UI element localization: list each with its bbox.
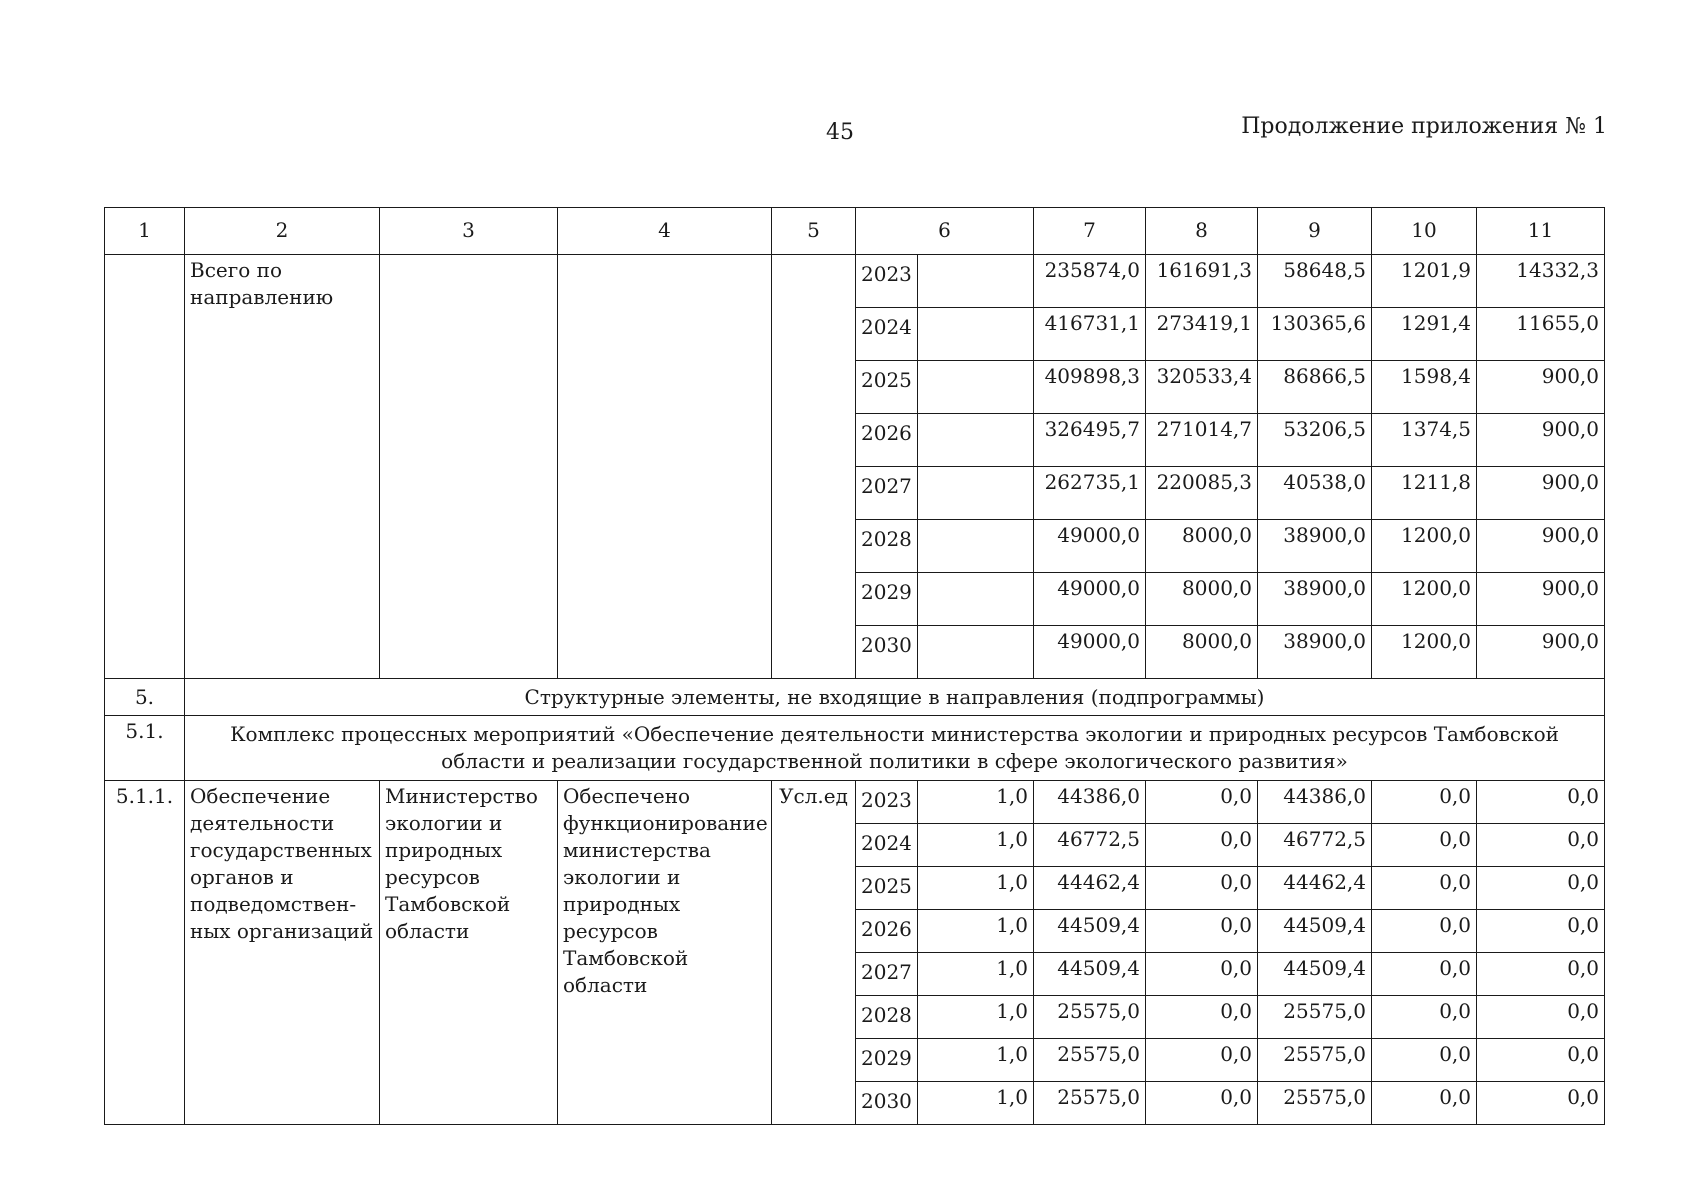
subsection-title: Комплекс процессных мероприятий «Обеспечение деятельности министерства экологии и природных ресурсов Тамбовской области и реализации государственной политики в сфере экологического развития» <box>185 716 1605 781</box>
regional-value: 25575,0 <box>1258 1082 1372 1125</box>
federal-value: 0,0 <box>1146 1082 1258 1125</box>
section-number: 5. <box>105 679 185 716</box>
subsection-row <box>105 716 1605 781</box>
section-row <box>105 679 1605 716</box>
total-value: 49000,0 <box>1034 520 1146 573</box>
federal-value: 8000,0 <box>1146 520 1258 573</box>
local-value: 1211,8 <box>1372 467 1477 520</box>
federal-value: 0,0 <box>1146 781 1258 824</box>
local-value: 0,0 <box>1372 1082 1477 1125</box>
local-value: 1200,0 <box>1372 573 1477 626</box>
block2-executor: Министерство экологии и природных ресурсов Тамбовской области <box>380 781 558 1125</box>
other-value: 0,0 <box>1477 910 1605 953</box>
total-value: 44509,4 <box>1034 910 1146 953</box>
header-row <box>105 208 1605 255</box>
regional-value: 44462,4 <box>1258 867 1372 910</box>
regional-value: 25575,0 <box>1258 996 1372 1039</box>
regional-value: 38900,0 <box>1258 573 1372 626</box>
federal-value: 0,0 <box>1146 867 1258 910</box>
header-col-1: 1 <box>105 208 185 255</box>
year-cell: 2024 <box>856 824 918 867</box>
federal-value: 320533,4 <box>1146 361 1258 414</box>
header-col-4: 4 <box>558 208 772 255</box>
total-value: 49000,0 <box>1034 573 1146 626</box>
indicator-value <box>918 467 1034 520</box>
local-value: 1374,5 <box>1372 414 1477 467</box>
regional-value: 38900,0 <box>1258 520 1372 573</box>
block1-executor-cell <box>380 255 558 679</box>
regional-value: 130365,6 <box>1258 308 1372 361</box>
year-cell: 2026 <box>856 910 918 953</box>
year-cell: 2030 <box>856 1082 918 1125</box>
regional-value: 86866,5 <box>1258 361 1372 414</box>
total-value: 25575,0 <box>1034 996 1146 1039</box>
year-cell: 2023 <box>856 255 918 308</box>
year-cell: 2026 <box>856 414 918 467</box>
header-col-2: 2 <box>185 208 380 255</box>
header-col-9: 9 <box>1258 208 1372 255</box>
year-cell: 2028 <box>856 996 918 1039</box>
program-table <box>104 207 1605 1125</box>
local-value: 1200,0 <box>1372 626 1477 679</box>
year-cell: 2024 <box>856 308 918 361</box>
year-cell: 2027 <box>856 467 918 520</box>
header-col-10: 10 <box>1372 208 1477 255</box>
regional-value: 25575,0 <box>1258 1039 1372 1082</box>
header-col-11: 11 <box>1477 208 1605 255</box>
regional-value: 44509,4 <box>1258 953 1372 996</box>
regional-value: 58648,5 <box>1258 255 1372 308</box>
federal-value: 273419,1 <box>1146 308 1258 361</box>
year-cell: 2023 <box>856 781 918 824</box>
indicator-value: 1,0 <box>918 1082 1034 1125</box>
local-value: 1201,9 <box>1372 255 1477 308</box>
total-value: 46772,5 <box>1034 824 1146 867</box>
indicator-value: 1,0 <box>918 953 1034 996</box>
indicator-value <box>918 626 1034 679</box>
year-cell: 2029 <box>856 573 918 626</box>
total-value: 262735,1 <box>1034 467 1146 520</box>
indicator-value <box>918 520 1034 573</box>
block2-unit: Усл.ед <box>772 781 856 1125</box>
header-col-8: 8 <box>1146 208 1258 255</box>
year-cell: 2030 <box>856 626 918 679</box>
total-value: 409898,3 <box>1034 361 1146 414</box>
total-value: 49000,0 <box>1034 626 1146 679</box>
section-title: Структурные элементы, не входящие в направления (подпрограммы) <box>185 679 1605 716</box>
local-value: 0,0 <box>1372 953 1477 996</box>
block2-result: Обеспечено функционирование министерства экологии и природных ресурсов Тамбовской области <box>558 781 772 1125</box>
block1-number-cell <box>105 255 185 679</box>
federal-value: 0,0 <box>1146 910 1258 953</box>
local-value: 0,0 <box>1372 867 1477 910</box>
total-value: 25575,0 <box>1034 1039 1146 1082</box>
local-value: 0,0 <box>1372 824 1477 867</box>
indicator-value <box>918 573 1034 626</box>
total-value: 25575,0 <box>1034 1082 1146 1125</box>
total-value: 235874,0 <box>1034 255 1146 308</box>
other-value: 0,0 <box>1477 953 1605 996</box>
other-value: 900,0 <box>1477 361 1605 414</box>
other-value: 14332,3 <box>1477 255 1605 308</box>
local-value: 1598,4 <box>1372 361 1477 414</box>
federal-value: 220085,3 <box>1146 467 1258 520</box>
indicator-value: 1,0 <box>918 781 1034 824</box>
federal-value: 0,0 <box>1146 996 1258 1039</box>
subsection-number: 5.1. <box>105 716 185 781</box>
other-value: 0,0 <box>1477 996 1605 1039</box>
total-value: 44509,4 <box>1034 953 1146 996</box>
year-cell: 2025 <box>856 361 918 414</box>
page-number: 45 <box>826 120 854 145</box>
block2-name: Обеспечение деятельности государственных органов и подведомствен-ных организаций <box>185 781 380 1125</box>
header-col-7: 7 <box>1034 208 1146 255</box>
local-value: 0,0 <box>1372 1039 1477 1082</box>
block2-number: 5.1.1. <box>105 781 185 1125</box>
regional-value: 44386,0 <box>1258 781 1372 824</box>
continuation-note: Продолжение приложения № 1 <box>1241 114 1607 139</box>
other-value: 0,0 <box>1477 781 1605 824</box>
federal-value: 0,0 <box>1146 1039 1258 1082</box>
indicator-value: 1,0 <box>918 1039 1034 1082</box>
year-cell: 2025 <box>856 867 918 910</box>
federal-value: 8000,0 <box>1146 626 1258 679</box>
local-value: 1200,0 <box>1372 520 1477 573</box>
local-value: 0,0 <box>1372 781 1477 824</box>
total-value: 44462,4 <box>1034 867 1146 910</box>
other-value: 11655,0 <box>1477 308 1605 361</box>
table-row <box>105 255 1605 308</box>
other-value: 0,0 <box>1477 1082 1605 1125</box>
other-value: 900,0 <box>1477 414 1605 467</box>
local-value: 0,0 <box>1372 910 1477 953</box>
regional-value: 38900,0 <box>1258 626 1372 679</box>
table-row <box>105 781 1605 824</box>
other-value: 900,0 <box>1477 626 1605 679</box>
block1-name: Всего по направлению <box>185 255 380 679</box>
year-cell: 2028 <box>856 520 918 573</box>
block1-result-cell <box>558 255 772 679</box>
indicator-value <box>918 361 1034 414</box>
indicator-value <box>918 414 1034 467</box>
federal-value: 161691,3 <box>1146 255 1258 308</box>
federal-value: 8000,0 <box>1146 573 1258 626</box>
other-value: 0,0 <box>1477 867 1605 910</box>
header-col-6: 6 <box>856 208 1034 255</box>
total-value: 44386,0 <box>1034 781 1146 824</box>
local-value: 1291,4 <box>1372 308 1477 361</box>
regional-value: 44509,4 <box>1258 910 1372 953</box>
federal-value: 0,0 <box>1146 953 1258 996</box>
other-value: 0,0 <box>1477 824 1605 867</box>
total-value: 416731,1 <box>1034 308 1146 361</box>
block1-unit-cell <box>772 255 856 679</box>
header-col-5: 5 <box>772 208 856 255</box>
year-cell: 2029 <box>856 1039 918 1082</box>
year-cell: 2027 <box>856 953 918 996</box>
other-value: 900,0 <box>1477 467 1605 520</box>
header-col-3: 3 <box>380 208 558 255</box>
regional-value: 40538,0 <box>1258 467 1372 520</box>
local-value: 0,0 <box>1372 996 1477 1039</box>
indicator-value: 1,0 <box>918 996 1034 1039</box>
regional-value: 46772,5 <box>1258 824 1372 867</box>
total-value: 326495,7 <box>1034 414 1146 467</box>
indicator-value: 1,0 <box>918 824 1034 867</box>
indicator-value: 1,0 <box>918 867 1034 910</box>
federal-value: 271014,7 <box>1146 414 1258 467</box>
other-value: 900,0 <box>1477 520 1605 573</box>
regional-value: 53206,5 <box>1258 414 1372 467</box>
indicator-value <box>918 255 1034 308</box>
other-value: 0,0 <box>1477 1039 1605 1082</box>
indicator-value <box>918 308 1034 361</box>
indicator-value: 1,0 <box>918 910 1034 953</box>
federal-value: 0,0 <box>1146 824 1258 867</box>
other-value: 900,0 <box>1477 573 1605 626</box>
